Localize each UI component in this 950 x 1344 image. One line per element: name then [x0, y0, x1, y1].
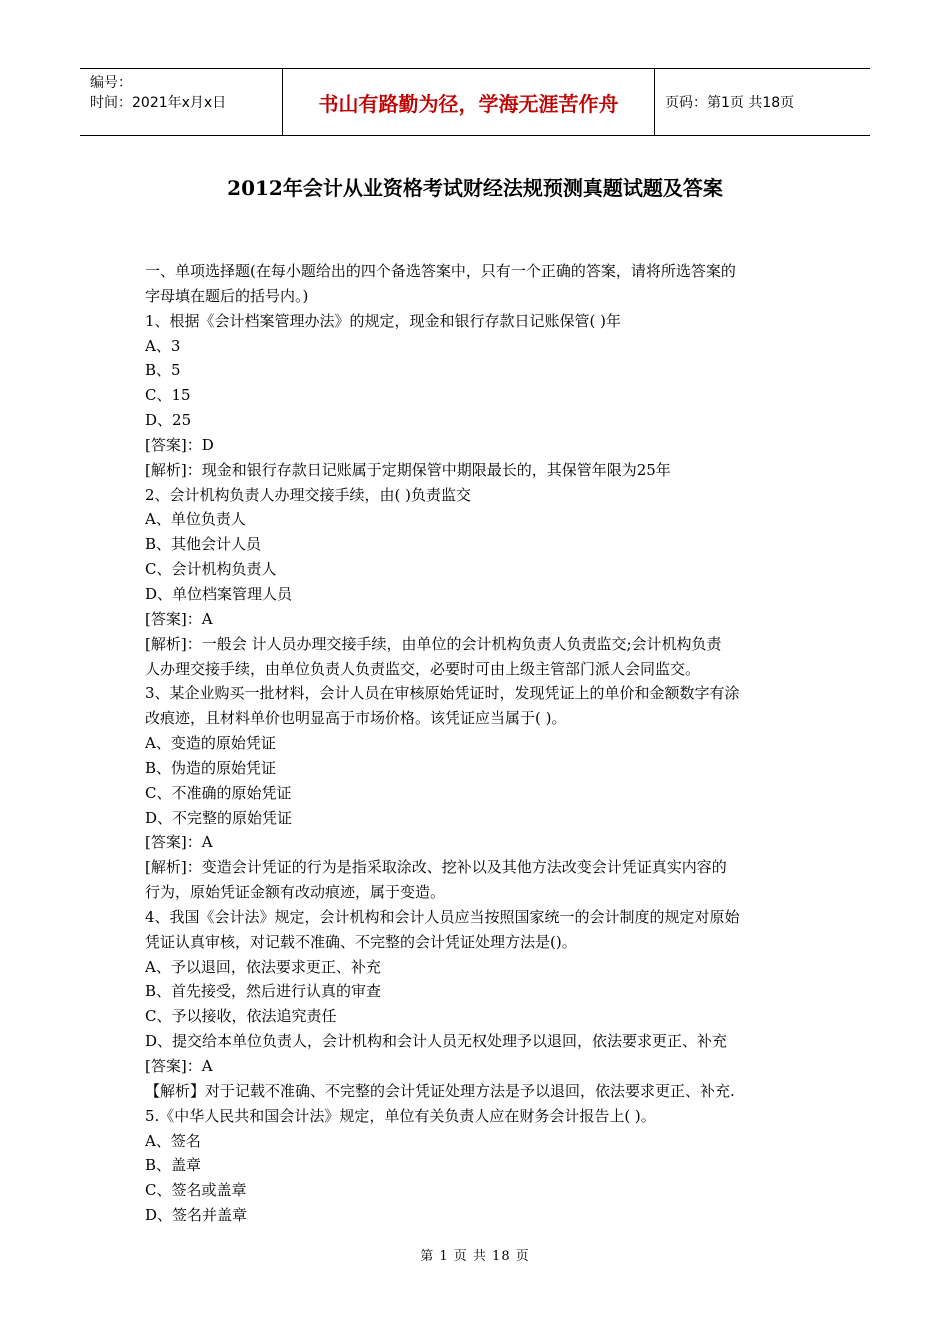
text-line: 改痕迹，且材料单价也明显高于市场价格。该凭证应当属于( )。 — [145, 709, 567, 728]
text-line: C、15 — [145, 386, 191, 405]
text-line: 一、单项选择题(在每小题给出的四个备选答案中，只有一个正确的答案，请将所选答案的 — [145, 262, 736, 280]
text-line: B、伪造的原始凭证 — [145, 758, 277, 777]
document-title: 2012年会计从业资格考试财经法规预测真题试题及答案 — [227, 176, 723, 200]
text-line: 【解析】对于记载不准确、不完整的会计凭证处理方法是予以退回，依法要求更正、补充. — [145, 1081, 735, 1100]
text-line: A、3 — [145, 336, 181, 355]
text-line: 行为，原始凭证金额有改动痕迹，属于变造。 — [145, 883, 446, 902]
time-label: 时间：2021年x月x日 — [90, 95, 227, 111]
text-line: D、不完整的原始凭证 — [145, 808, 293, 827]
document-body — [145, 259, 813, 1228]
text-line: [解析]：现金和银行存款日记账属于定期保管中期限最长的，其保管年限为25年 — [145, 460, 671, 479]
text-line: [解析]：变造会计凭证的行为是指采取涂改、挖补以及其他方法改变会计凭证真实内容的 — [145, 858, 727, 877]
page-header — [80, 68, 870, 136]
text-line: [答案]：A — [145, 609, 213, 628]
text-line: 4、我国《会计法》规定，会计机构和会计人员应当按照国家统一的会计制度的规定对原始 — [145, 907, 740, 926]
text-line: 凭证认真审核，对记载不准确、不完整的会计凭证处理方法是()。 — [145, 932, 577, 951]
text-line: 字母填在题后的括号内。) — [145, 286, 309, 305]
text-line: B、5 — [145, 361, 181, 380]
header-meta — [80, 69, 282, 135]
text-line: C、会计机构负责人 — [145, 560, 277, 579]
text-line: A、签名 — [145, 1131, 201, 1150]
text-line: [答案]：A — [145, 1057, 213, 1075]
text-line: [解析]：一般会 计人员办理交接手续，由单位的会计机构负责人负责监交;会计机构负责 — [145, 634, 722, 653]
text-line: D、签名并盖章 — [145, 1206, 248, 1225]
page-footer: 第 1 页 共 18 页 — [420, 1249, 530, 1264]
text-line: 2、会计机构负责人办理交接手续，由( )负责监交 — [145, 485, 472, 504]
text-line: C、不准确的原始凭证 — [145, 783, 292, 802]
text-line: B、其他会计人员 — [145, 535, 262, 554]
text-line: B、首先接受，然后进行认真的审查 — [145, 982, 382, 1001]
text-line: C、签名或盖章 — [145, 1181, 247, 1200]
text-line: 1、根据《会计档案管理办法》的规定，现金和银行存款日记账保管( )年 — [145, 311, 622, 330]
text-line: D、单位档案管理人员 — [145, 584, 293, 603]
number-label: 编号： — [90, 75, 132, 91]
text-line: A、单位负责人 — [145, 510, 246, 529]
header-motto: 书山有路勤为径，学海无涯苦作舟 — [282, 69, 655, 135]
text-line: [答案]：A — [145, 833, 213, 852]
text-line: A、变造的原始凭证 — [145, 734, 276, 753]
text-line: C、予以接收，依法追究责任 — [145, 1007, 337, 1026]
text-line: D、25 — [145, 411, 192, 430]
header-page-code: 页码：第1页 共18页 — [665, 95, 795, 111]
text-line: A、予以退回，依法要求更正、补充 — [145, 957, 381, 976]
text-line: 人办理交接手续，由单位负责人负责监交，必要时可由上级主管部门派人会同监交。 — [145, 659, 701, 678]
text-line: 5.《中华人民共和国会计法》规定，单位有关负责人应在财务会计报告上( )。 — [145, 1106, 656, 1125]
text-line: D、提交给本单位负责人，会计机构和会计人员无权处理予以退回，依法要求更正、补充 — [145, 1032, 728, 1051]
text-line: [答案]：D — [145, 435, 214, 454]
text-line: 3、某企业购买一批材料，会计人员在审核原始凭证时，发现凭证上的单价和金额数字有涂 — [145, 684, 740, 703]
text-line: B、盖章 — [145, 1156, 202, 1175]
